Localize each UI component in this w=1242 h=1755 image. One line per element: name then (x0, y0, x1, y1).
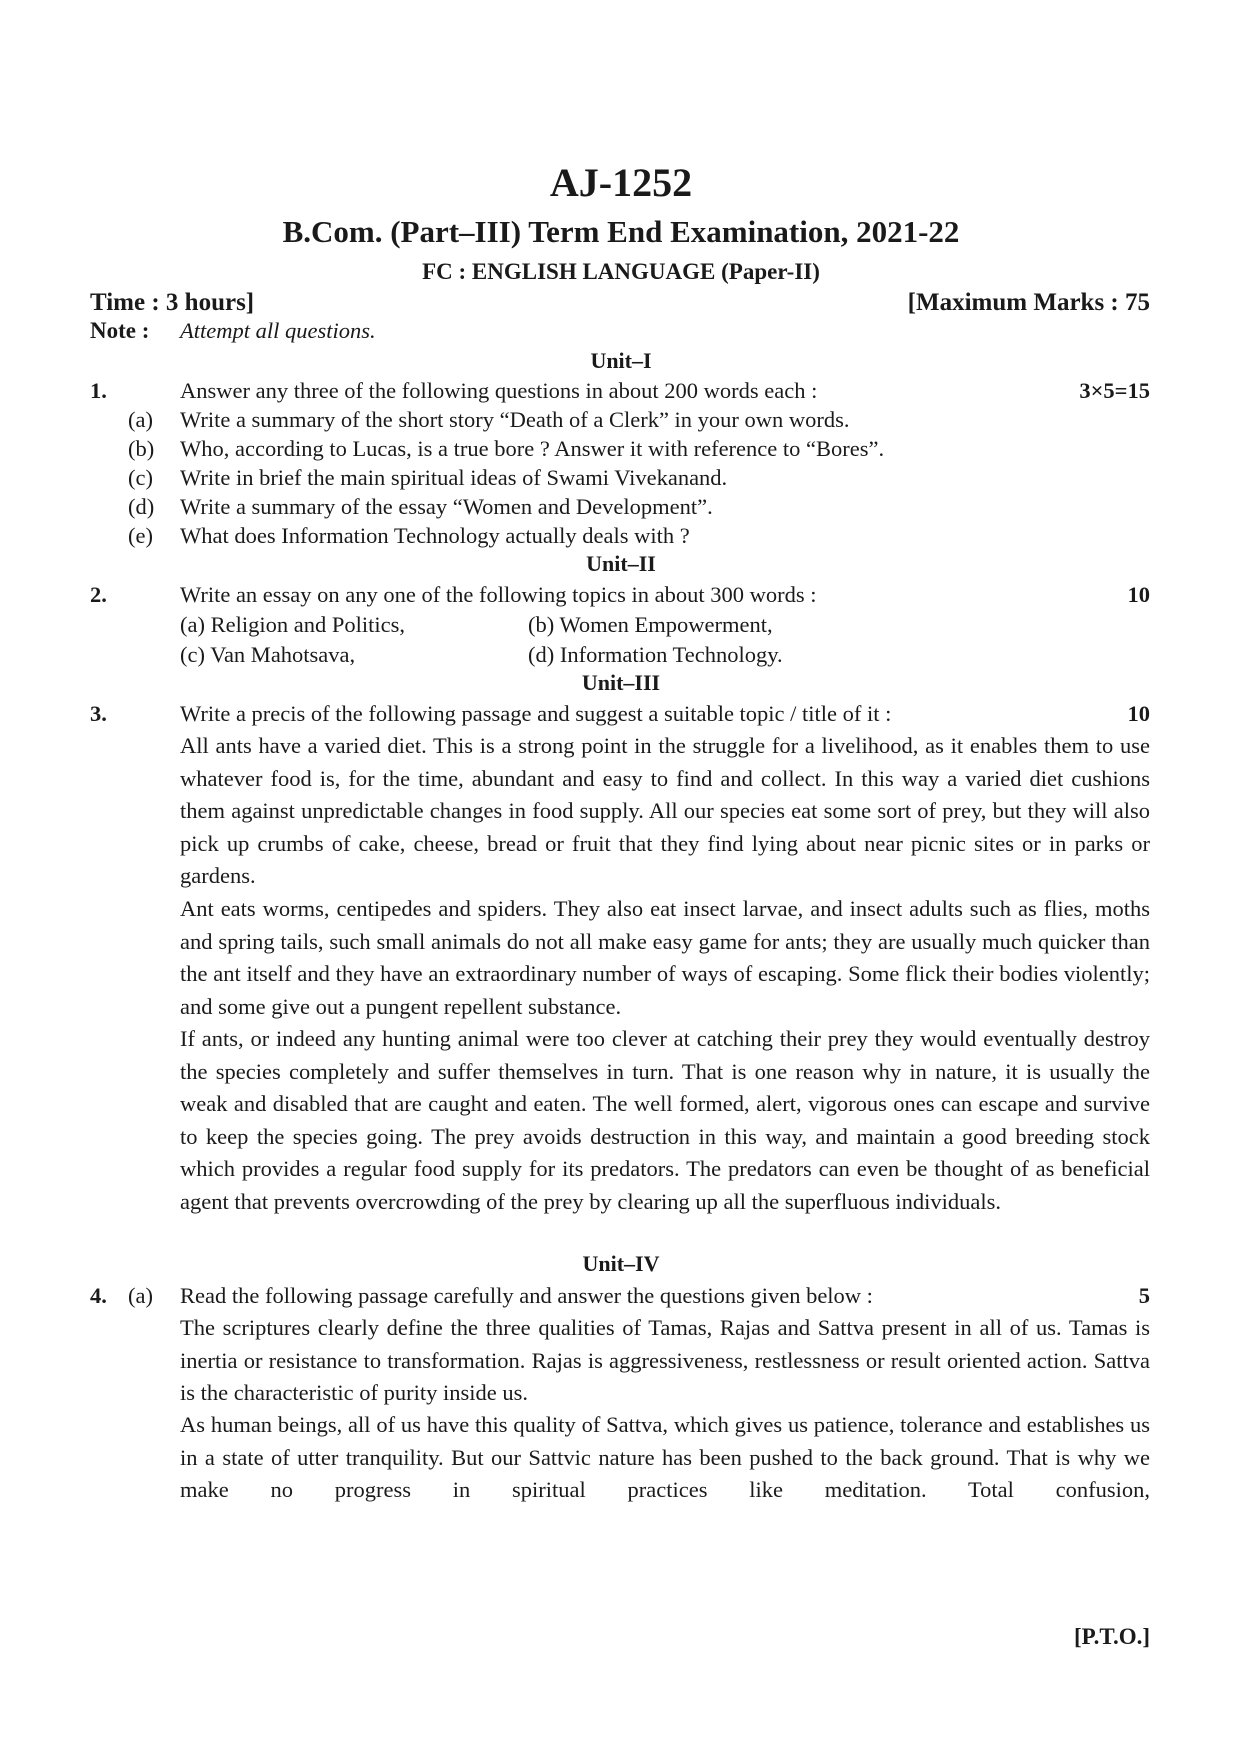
passage-paragraph: The scriptures clearly define the three qualities of Tamas, Rajas and Sattva present in all of us. Tamas is inertia or resistance to transformation. Rajas is aggressiveness, restlessness or result oriented action. Sattva is the characteristic of purity inside us. (180, 1315, 1150, 1406)
question-2-text: Write an essay on any one of the following topics in about 300 words : (180, 582, 817, 607)
essay-topic: (b) Women Empowerment, (528, 612, 773, 637)
note-text: Attempt all questions. (180, 318, 376, 343)
q1-item-text: Write in brief the main spiritual ideas of Swami Vivekanand. (180, 465, 728, 490)
passage-paragraph: As human beings, all of us have this quality of Sattva, which gives us patience, tolerance and establishes us in a state of utter tranquility. But our Sattvic nature has been pushed to the back ground. That is why we make no progress in spiritual practices like meditation. Total confusion, (180, 1412, 1150, 1503)
time-marks-row (90, 287, 1150, 319)
essay-topic: (d) Information Technology. (528, 642, 783, 667)
unit-2-heading: Unit–II (586, 551, 656, 576)
unit-4-heading: Unit–IV (582, 1251, 660, 1276)
maximum-marks: [Maximum Marks : 75 (907, 289, 1150, 316)
q1-item-text: What does Information Technology actually deals with ? (180, 523, 690, 548)
note-label: Note : (90, 318, 150, 343)
q1-item-text: Who, according to Lucas, is a true bore ? Answer it with reference to “Bores”. (180, 436, 885, 461)
q1-item-label: (b) (128, 436, 155, 461)
essay-topic: (c) Van Mahotsava, (180, 642, 356, 667)
question-4-number: 4. (90, 1283, 107, 1308)
question-1-text: Answer any three of the following questions in about 200 words each : (180, 378, 818, 403)
question-3-text: Write a precis of the following passage and suggest a suitable topic / title of it : (180, 701, 892, 726)
q1-item-label: (e) (128, 523, 153, 548)
question-1-marks: 3×5=15 (1079, 378, 1150, 403)
please-turn-over: [P.T.O.] (1073, 1624, 1150, 1649)
essay-topic: (a) Religion and Politics, (180, 612, 405, 637)
unit-1-heading: Unit–I (590, 348, 652, 373)
q1-item-label: (a) (128, 407, 153, 432)
question-4-sub-label: (a) (128, 1283, 153, 1308)
q1-item-text: Write a summary of the short story “Death of a Clerk” in your own words. (180, 407, 850, 432)
unit-3-heading: Unit–III (581, 670, 661, 695)
question-4-text: Read the following passage carefully and answer the questions given below : (180, 1283, 873, 1308)
question-1-number: 1. (90, 378, 107, 403)
question-2-marks: 10 (1127, 582, 1150, 607)
passage-paragraph: Ant eats worms, centipedes and spiders. They also eat insect larvae, and insect adults such as flies, moths and spring tails, such small animals do not all make easy game for ants; they are usually much quicker than the ant itself and they have an extraordinary number of ways of escaping. Some flick their bodies violently; and some give out a pungent repellent substance. (180, 896, 1150, 1019)
question-2-number: 2. (90, 582, 107, 607)
time-allowed: Time : 3 hours] (90, 289, 255, 316)
exam-title: B.Com. (Part–III) Term End Examination, 2021-22 (282, 214, 960, 249)
q1-item-label: (d) (128, 494, 155, 519)
passage-paragraph: All ants have a varied diet. This is a strong point in the struggle for a livelihood, as it enables them to use whatever food is, for the time, abundant and easy to find and collect. In this way a varied diet cushions them against unpredictable changes in food supply. All our species eat some sort of prey, but they will also pick up crumbs of cake, cheese, bread or fruit that they find lying about near picnic sites or in parks or gardens. (180, 733, 1150, 889)
q1-item-text: Write a summary of the essay “Women and Development”. (180, 494, 713, 519)
paper-code: AJ-1252 (549, 160, 693, 205)
question-3-number: 3. (90, 701, 107, 726)
subject-title: FC : ENGLISH LANGUAGE (Paper-II) (422, 259, 820, 284)
q1-item-label: (c) (128, 465, 153, 490)
question-3-marks: 10 (1127, 701, 1150, 726)
question-4-marks: 5 (1138, 1283, 1150, 1308)
passage-paragraph: If ants, or indeed any hunting animal were too clever at catching their prey they would eventually destroy the species completely and suffer themselves in turn. That is one reason why in nature, it is usually the weak and disabled that are caught and eaten. The well formed, alert, vigorous ones can escape and survive to keep the species going. The prey avoids destruction in this way, and maintain a good breeding stock which provides a regular food supply for its predators. The predators can even be thought of as beneficial agent that prevents overcrowding of the prey by clearing up all the superfluous individuals. (180, 1026, 1150, 1214)
